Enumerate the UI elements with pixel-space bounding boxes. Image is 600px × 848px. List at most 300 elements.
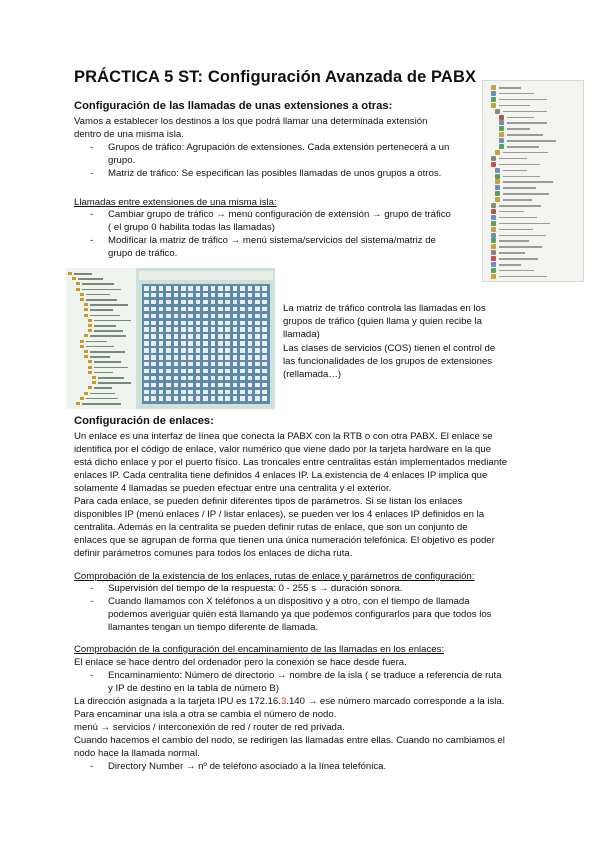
matrix-cell	[159, 396, 164, 401]
matrix-cell	[255, 286, 260, 291]
matrix-cell	[181, 300, 186, 305]
matrix-cell	[211, 321, 216, 326]
ip-line: La dirección asignada a la tarjeta IPU es 172.16.3.140 → ese número marcado corresponde a la isla.	[74, 696, 505, 707]
matrix-cell	[174, 293, 179, 298]
matrix-cell	[262, 376, 267, 381]
matrix-cell	[240, 286, 245, 291]
matrix-cell	[262, 390, 267, 395]
list-item	[74, 141, 524, 167]
tree-label	[90, 335, 126, 337]
matrix-cell	[196, 341, 201, 346]
matrix-cell	[211, 300, 216, 305]
matrix-cell	[233, 362, 238, 367]
tree-node-icon	[495, 109, 500, 114]
matrix-cell	[218, 321, 223, 326]
matrix-cell	[159, 286, 164, 291]
tree-node-icon	[491, 221, 496, 226]
tree-folder-icon	[80, 397, 84, 400]
matrix-cell	[166, 369, 171, 374]
matrix-cell	[203, 383, 208, 388]
matrix-cell	[188, 376, 193, 381]
text-line: Cuando hacemos el cambio del nodo, se redirigen las llamadas entre ellas. Cuando no cambiamos el	[74, 735, 505, 746]
matrix-cell	[151, 383, 156, 388]
matrix-cell	[225, 286, 230, 291]
matrix-cell	[262, 327, 267, 332]
matrix-cell	[233, 327, 238, 332]
sub-heading-same-island: Llamadas entre extensiones de una misma isla:	[74, 197, 277, 208]
links-paragraph	[74, 430, 534, 560]
matrix-cell	[248, 369, 253, 374]
matrix-cell	[248, 314, 253, 319]
list-item-line: ( el grupo 0 habilita todas las llamadas)	[108, 222, 275, 233]
matrix-cell	[159, 355, 164, 360]
matrix-cell	[188, 390, 193, 395]
text-line: Un enlace es una interfaz de línea que conecta la PABX con la RTB o con otra PABX. El enlace se	[74, 431, 493, 442]
list-item	[74, 208, 524, 234]
matrix-cell	[248, 341, 253, 346]
tree-label	[98, 382, 131, 384]
matrix-cell	[166, 321, 171, 326]
screenshot-header-bar	[139, 271, 273, 280]
tree-node-icon	[499, 144, 504, 149]
tree-node-label	[499, 211, 524, 213]
matrix-cell	[240, 307, 245, 312]
matrix-cell	[196, 396, 201, 401]
tree-label	[86, 294, 110, 296]
traffic-definitions-list	[74, 141, 524, 180]
check-heading: Comprobación de la existencia de los enlaces, rutas de enlace y parámetros de configuración:	[74, 571, 475, 582]
text-line: Para encaminar una isla a otra se cambia el número de nodo.	[74, 709, 337, 720]
text-line: está dicho enlace y por el puerto físico. Las troncales entre centralitas están implementados mediante	[74, 457, 508, 468]
matrix-cell	[218, 355, 223, 360]
matrix-cell	[181, 390, 186, 395]
matrix-cell	[196, 355, 201, 360]
matrix-cell	[166, 390, 171, 395]
matrix-cell	[203, 286, 208, 291]
directory-list	[74, 760, 544, 773]
matrix-cell	[203, 293, 208, 298]
text-line: La matriz de tráfico controla las llamadas en los	[283, 303, 486, 314]
tree-node-label	[503, 111, 547, 113]
matrix-cell	[144, 341, 149, 346]
tree-node-label	[499, 264, 521, 266]
matrix-cell	[181, 341, 186, 346]
tree-node-icon	[499, 120, 504, 125]
list-item-line: - Encaminamiento: Número de directorio → nombre de la isla ( se traduce a referencia de ruta	[108, 670, 502, 681]
tree-node-icon	[495, 179, 500, 184]
matrix-cell	[240, 348, 245, 353]
tree-label	[90, 304, 128, 306]
matrix-cell	[144, 383, 149, 388]
matrix-cell	[225, 362, 230, 367]
matrix-cell	[159, 327, 164, 332]
matrix-cell	[255, 383, 260, 388]
tree-label	[90, 351, 125, 353]
tree-node-icon	[491, 244, 496, 249]
matrix-cell	[225, 341, 230, 346]
matrix-cell	[188, 286, 193, 291]
tree-folder-icon	[84, 314, 88, 317]
traffic-matrix-screenshot	[66, 268, 275, 409]
matrix-cell	[181, 334, 186, 339]
matrix-cell	[188, 307, 193, 312]
matrix-cell	[174, 314, 179, 319]
matrix-cell	[151, 355, 156, 360]
matrix-cell	[248, 396, 253, 401]
matrix-cell	[218, 314, 223, 319]
tree-node-label	[499, 240, 529, 242]
matrix-cell	[166, 314, 171, 319]
matrix-cell	[144, 307, 149, 312]
matrix-cell	[166, 286, 171, 291]
matrix-cell	[240, 362, 245, 367]
matrix-cell	[233, 383, 238, 388]
matrix-cell	[159, 321, 164, 326]
matrix-cell	[211, 348, 216, 353]
tree-label	[94, 330, 123, 332]
matrix-cell	[225, 327, 230, 332]
tree-node-icon	[491, 103, 496, 108]
matrix-cell	[225, 307, 230, 312]
tree-node-label	[499, 252, 525, 254]
matrix-cell	[218, 390, 223, 395]
matrix-cell	[233, 300, 238, 305]
matrix-cell	[151, 307, 156, 312]
matrix-cell	[248, 307, 253, 312]
tree-label	[90, 393, 115, 395]
tree-label	[74, 273, 92, 275]
tree-node-icon	[491, 268, 496, 273]
matrix-cell	[225, 293, 230, 298]
matrix-cell	[144, 369, 149, 374]
tree-node-icon	[491, 203, 496, 208]
matrix-cell	[188, 383, 193, 388]
tree-label	[90, 309, 113, 311]
tree-node-icon	[491, 227, 496, 232]
tree-node-label	[503, 170, 527, 172]
tree-node-label	[507, 122, 547, 124]
matrix-cell	[151, 321, 156, 326]
list-item-line: - Supervisión del tiempo de la respuesta: 0 - 255 s → duración sonora.	[108, 583, 403, 594]
matrix-cell	[144, 362, 149, 367]
matrix-cell	[196, 293, 201, 298]
tree-folder-icon	[80, 298, 84, 301]
tree-node-label	[499, 158, 527, 160]
matrix-cell	[233, 390, 238, 395]
tree-label	[94, 372, 113, 374]
matrix-cell	[248, 293, 253, 298]
tree-node-label	[503, 199, 532, 201]
tree-folder-icon	[88, 324, 92, 327]
matrix-cell	[218, 334, 223, 339]
list-item	[74, 595, 544, 634]
matrix-cell	[248, 376, 253, 381]
tree-folder-icon	[76, 288, 80, 291]
list-item-line: - Cambiar grupo de tráfico → menú configuración de extensión → grupo de tráfico	[108, 209, 451, 220]
matrix-cell	[188, 396, 193, 401]
matrix-cell	[233, 396, 238, 401]
matrix-cell	[255, 293, 260, 298]
matrix-cell	[188, 341, 193, 346]
tree-node-label	[499, 246, 542, 248]
matrix-cell	[233, 376, 238, 381]
tree-folder-icon	[80, 345, 84, 348]
matrix-cell	[255, 355, 260, 360]
matrix-cell	[151, 334, 156, 339]
matrix-cell	[151, 376, 156, 381]
matrix-cell	[188, 348, 193, 353]
matrix-cell	[218, 376, 223, 381]
tree-label	[82, 289, 121, 291]
matrix-cell	[255, 390, 260, 395]
matrix-cell	[144, 376, 149, 381]
matrix-cell	[240, 383, 245, 388]
matrix-cell	[181, 348, 186, 353]
list-item	[74, 234, 524, 260]
check-list	[74, 582, 544, 634]
list-item: - Directory Number → nº de teléfono asociado a la línea telefónica.	[74, 760, 544, 773]
matrix-cell	[248, 286, 253, 291]
tree-node-icon	[491, 162, 496, 167]
matrix-cell	[240, 369, 245, 374]
matrix-cell	[166, 362, 171, 367]
matrix-cell	[166, 293, 171, 298]
matrix-cell	[233, 307, 238, 312]
tree-node-icon	[491, 97, 496, 102]
screenshot-tree-panel	[66, 268, 136, 409]
matrix-cell	[255, 327, 260, 332]
matrix-cell	[181, 376, 186, 381]
tree-node-label	[503, 193, 549, 195]
matrix-cell	[248, 355, 253, 360]
tree-label	[94, 367, 128, 369]
matrix-cell	[203, 390, 208, 395]
matrix-cell	[174, 348, 179, 353]
matrix-cell	[181, 321, 186, 326]
matrix-cell	[262, 355, 267, 360]
tree-node-label	[507, 146, 539, 148]
tree-folder-icon	[80, 340, 84, 343]
matrix-cell	[196, 369, 201, 374]
matrix-cell	[262, 293, 267, 298]
tree-node-icon	[495, 168, 500, 173]
tree-node-label	[507, 128, 530, 130]
tree-node-label	[499, 258, 538, 260]
text-line: nodo hace la llamada normal.	[74, 748, 200, 759]
tree-node-icon	[491, 256, 496, 261]
matrix-cell	[181, 396, 186, 401]
tree-node-label	[499, 205, 541, 207]
matrix-cell	[203, 327, 208, 332]
matrix-cell	[144, 300, 149, 305]
matrix-cell	[166, 300, 171, 305]
matrix-cell	[240, 341, 245, 346]
tree-node-label	[499, 99, 547, 101]
matrix-cell	[211, 376, 216, 381]
tree-node-label	[499, 217, 537, 219]
text-line: centralita. Además en la centralita se pueden definir rutas de enlace, que son un conjunto de	[74, 522, 468, 533]
tree-label	[94, 387, 112, 389]
matrix-cell	[211, 396, 216, 401]
matrix-cell	[262, 341, 267, 346]
matrix-cell	[159, 362, 164, 367]
matrix-cell	[218, 293, 223, 298]
text-line: disponibles IP (menú enlaces / IP / listar enlaces), se pueden ver los 4 enlaces IP definidos en la	[74, 509, 485, 520]
matrix-cell	[240, 314, 245, 319]
tree-folder-icon	[84, 308, 88, 311]
tree-node-icon	[491, 156, 496, 161]
tree-node-label	[503, 176, 540, 178]
matrix-cell	[166, 327, 171, 332]
route-block	[74, 656, 544, 773]
matrix-cell	[262, 300, 267, 305]
matrix-cell	[225, 355, 230, 360]
matrix-cell	[159, 334, 164, 339]
matrix-cell	[240, 327, 245, 332]
matrix-cell	[255, 396, 260, 401]
matrix-caption	[283, 302, 513, 381]
tree-folder-icon	[76, 402, 80, 405]
tree-folder-icon	[72, 277, 76, 280]
matrix-cell	[181, 327, 186, 332]
tree-label	[86, 299, 117, 301]
matrix-cell	[211, 390, 216, 395]
matrix-cell	[181, 314, 186, 319]
matrix-cell	[181, 286, 186, 291]
matrix-cell	[196, 327, 201, 332]
matrix-cell	[218, 307, 223, 312]
tree-node-icon	[495, 150, 500, 155]
matrix-cell	[262, 307, 267, 312]
matrix-cell	[196, 383, 201, 388]
matrix-cell	[225, 334, 230, 339]
matrix-cell	[248, 390, 253, 395]
tree-node-icon	[495, 197, 500, 202]
matrix-cell	[174, 355, 179, 360]
matrix-cell	[196, 300, 201, 305]
matrix-cell	[144, 334, 149, 339]
matrix-cell	[166, 355, 171, 360]
matrix-cell	[188, 293, 193, 298]
matrix-cell	[166, 383, 171, 388]
matrix-cell	[203, 341, 208, 346]
tree-node-icon	[491, 209, 496, 214]
matrix-cell	[159, 314, 164, 319]
section-heading-calls: Configuración de las llamadas de unas extensiones a otras:	[74, 100, 393, 112]
matrix-cell	[211, 327, 216, 332]
matrix-cell	[255, 376, 260, 381]
highlighted-octet: 3	[280, 696, 287, 707]
matrix-cell	[203, 362, 208, 367]
matrix-cell	[188, 362, 193, 367]
matrix-cell	[240, 390, 245, 395]
matrix-cell	[203, 376, 208, 381]
list-item-line: llamantes tengan un tiempo diferente de llamada.	[108, 622, 319, 633]
matrix-cell	[233, 341, 238, 346]
matrix-cell	[262, 314, 267, 319]
tree-node-icon	[491, 85, 496, 90]
matrix-cell	[262, 396, 267, 401]
tree-label	[86, 346, 114, 348]
tree-folder-icon	[88, 386, 92, 389]
matrix-cell	[255, 334, 260, 339]
tree-node-icon	[491, 262, 496, 267]
matrix-cell	[233, 355, 238, 360]
tree-node-icon	[491, 238, 496, 243]
matrix-cell	[233, 334, 238, 339]
matrix-cell	[211, 286, 216, 291]
tree-node-icon	[499, 138, 504, 143]
tree-folder-icon	[84, 392, 88, 395]
matrix-cell	[240, 376, 245, 381]
matrix-cell	[203, 300, 208, 305]
matrix-cell	[144, 348, 149, 353]
matrix-cell	[225, 390, 230, 395]
matrix-cell	[166, 348, 171, 353]
matrix-cell	[181, 293, 186, 298]
matrix-cell	[218, 362, 223, 367]
matrix-cell	[262, 369, 267, 374]
matrix-cell	[196, 334, 201, 339]
tree-node-icon	[495, 191, 500, 196]
list-item-line: - Cuando llamamos con X teléfonos a un dispositivo y a otro, con el tiempo de llamada	[108, 596, 470, 607]
matrix-cell	[166, 307, 171, 312]
tree-node-label	[499, 105, 530, 107]
matrix-cell	[240, 334, 245, 339]
tree-node-icon	[495, 185, 500, 190]
matrix-cell	[225, 314, 230, 319]
matrix-cell	[211, 383, 216, 388]
matrix-cell	[144, 286, 149, 291]
matrix-cell	[255, 369, 260, 374]
tree-label	[94, 361, 121, 363]
matrix-cell	[196, 376, 201, 381]
matrix-cell	[218, 348, 223, 353]
text-line: (rellamada…)	[283, 369, 342, 381]
matrix-cell	[166, 396, 171, 401]
matrix-cell	[196, 286, 201, 291]
matrix-cell	[174, 390, 179, 395]
matrix-cell	[166, 334, 171, 339]
matrix-cell	[196, 321, 201, 326]
matrix-cell	[188, 300, 193, 305]
same-island-steps	[74, 208, 524, 260]
matrix-cell	[166, 376, 171, 381]
matrix-cell	[181, 362, 186, 367]
matrix-cell	[174, 307, 179, 312]
matrix-cell	[151, 390, 156, 395]
tree-folder-icon	[88, 360, 92, 363]
text-line: grupos de tráfico (quien llama y quien recibe la	[283, 316, 482, 328]
page-title: PRÁCTICA 5 ST: Configuración Avanzada de PABX	[74, 68, 477, 86]
matrix-cell	[248, 334, 253, 339]
matrix-cell	[225, 369, 230, 374]
list-item-line: y IP de destino en la tabla de número B)	[108, 683, 280, 694]
list-item-line: grupo de tráfico.	[108, 248, 178, 259]
tree-label	[94, 320, 131, 322]
matrix-cell	[174, 362, 179, 367]
matrix-cell	[188, 314, 193, 319]
matrix-cell	[233, 286, 238, 291]
matrix-cell	[151, 314, 156, 319]
tree-folder-icon	[76, 282, 80, 285]
text-line: las funcionalidades de los grupos de extensiones	[283, 355, 493, 367]
matrix-cell	[151, 300, 156, 305]
matrix-cell	[196, 390, 201, 395]
matrix-cell	[188, 369, 193, 374]
matrix-cell	[255, 341, 260, 346]
list-item-line: podemos averiguar quién está llamando ya que podemos configurarlos para que todos los	[108, 609, 492, 620]
